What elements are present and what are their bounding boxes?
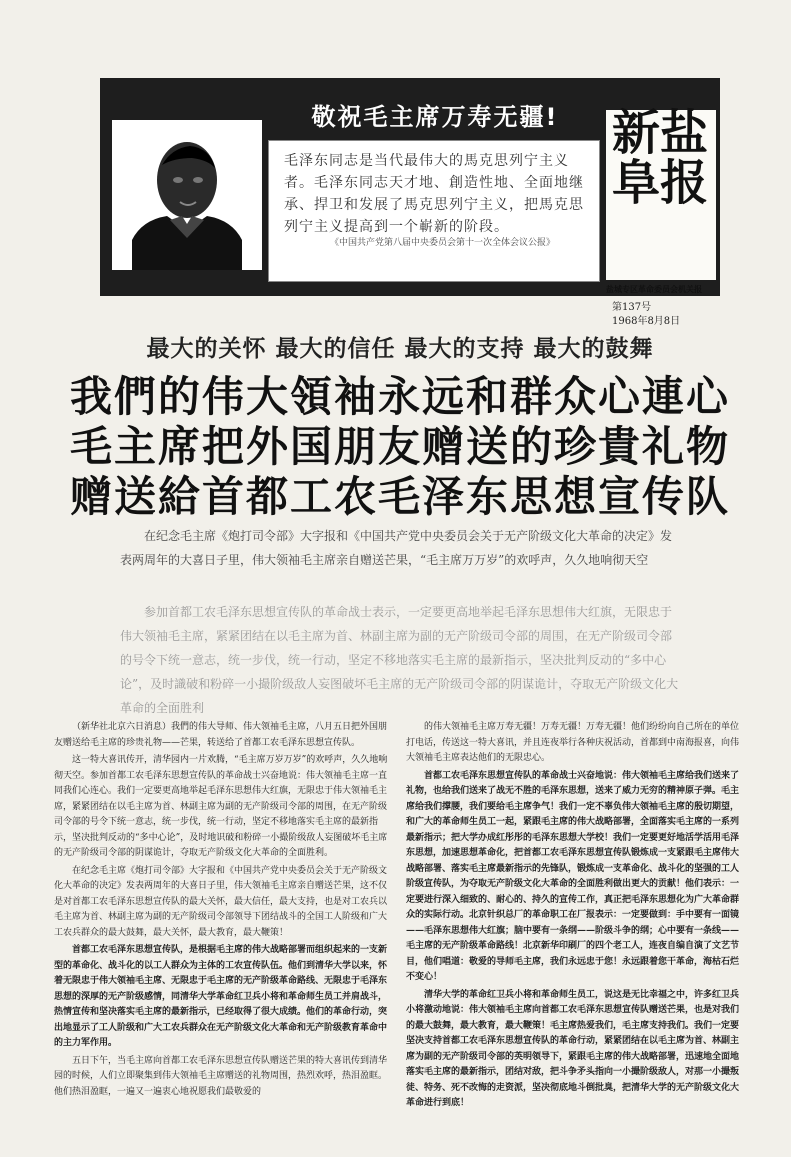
paper-title: 新盐阜报 xyxy=(612,105,709,211)
subheadline: 最大的关怀 最大的信任 最大的支持 最大的鼓舞 xyxy=(146,335,654,362)
portrait-image xyxy=(112,120,262,270)
headline-line-2: 毛主席把外国朋友赠送的珍貴礼物 xyxy=(69,422,730,471)
intro-paragraph-1: 在纪念毛主席《炮打司令部》大字报和《中国共产党中央委员会关于无产阶级文化大革命的决定》发表两周年的大喜日子里，伟大领袖毛主席亲自赠送芒果，“毛主席万万岁”的欢呼声，久久地响彻天空 xyxy=(120,529,673,567)
article-paragraph: 五日下午，当毛主席向首都工农毛泽东思想宣传队赠送芒果的特大喜讯传到清华园的时候，人们立即聚集到伟大领袖毛主席赠送的礼物周围，热烈欢呼，热泪盈眶。他们热泪盈眶，一遍又一遍衷心地祝愿我们最敬爱的 xyxy=(54,1055,388,1097)
quote-source: 《中国共产党第八届中央委员会第十一次全体会议公报》 xyxy=(330,238,556,248)
article-paragraph: 的伟大领袖毛主席万寿无疆！万寿无疆！万寿无疆！他们纷纷向自己所在的单位打电话，传送这一特大喜讯，并且连夜举行各种庆祝活动，首都到中南海报喜，向伟大领袖毛主席表达他们的无限忠心。 xyxy=(406,722,740,763)
publisher: 盐城专区革命委员会机关报 xyxy=(606,285,702,294)
issue-number: 第137号 xyxy=(612,302,652,313)
article-paragraph: 清华大学的革命红卫兵小将和革命师生员工，说这是无比幸福之中，许多红卫兵小将激动地说：伟大领袖毛主席向首都工农毛泽东思想宣传队赠送芒果，也是对我们的最大鼓舞，最大教育，最大鞭策！毛主席热爱我们，毛主席支持我们。我们一定要坚决支持首都工农毛泽东思想宣传队的革命行动，紧紧团结在以毛主席为首、林副主席为副的无产阶级司令部的英明领导下，紧跟毛主席的伟大战略部署，迅速地全面地落实毛主席的最新指示，团结对敌，把斗争矛头指向一小撮阶级敌人，对那一小撮叛徒、特务、死不改悔的走资派，坚决彻底地斗倒批臭，把清华大学的无产阶级文化大革命进行到底！ xyxy=(406,989,740,1108)
masthead-banner: 敬祝毛主席万寿无疆! xyxy=(311,103,559,131)
quote-text: 毛泽东同志是当代最伟大的馬克思列宁主义者。毛泽东同志天才地、創造性地、全面地继承、捍卫和发展了馬克思列宁主义，把馬克思列宁主义提高到一个嶄新的阶段。 xyxy=(284,153,584,235)
article-paragraph: 这一特大喜讯传开，清华园内一片欢腾，“毛主席万岁万岁”的欢呼声，久久地响彻天空。参加首都工农毛泽东思想宣传队的革命战士兴奋地说：伟大领袖毛主席一直同我们心连心。我们一定要更高地举起毛泽东思想伟大红旗，无限忠于伟大领袖毛主席，紧紧团结在以毛主席为首、林副主席为副的无产阶级司令部的周围，在无产阶级司令部的号令下统一意志，统一步伐，统一行动，坚定不移地落实毛主席的最新指示，坚决批判反动的“多中心论”，及时地识破和粉碎一小撮阶级敌人妄图破坏毛主席的无产阶级司令部的阴谋诡计，夺取无产阶级文化大革命的全面胜利。 xyxy=(54,755,388,858)
article-column-left xyxy=(54,720,394,1102)
intro-paragraph-2: 参加首都工农毛泽东思想宣传队的革命战士表示，一定要更高地举起毛泽东思想伟大红旗，无限忠于伟大领袖毛主席，紧紧团结在以毛主席为首、林副主席为副的无产阶级司令部的周围，在无产阶级司令部的号令下统一意志，统一步伐，统一行动，坚定不移地落实毛主席的最新指示，坚决批判反动的“多中心论”，及时識破和粉碎一小撮阶级敌人妄图破坏毛主席的无产阶级司令部的阴谋诡计，夺取无产阶级文化大革命的全面胜利 xyxy=(120,605,679,715)
article-paragraph: 在纪念毛主席《炮打司令部》大字报和《中国共产党中央委员会关于无产阶级文化大革命的决定》发表两周年的大喜日子里，伟大领袖毛主席亲自赠送芒果，这不仅是对首都工农毛泽东思想宣传队的最大关怀，最大信任，最大支持，也是对工农兵以毛主席为首、林副主席为副的无产阶级司令部领导下团结战斗的全国工人阶级和广大工农兵群众的最大鼓舞，最大关怀，最大教育，最大鞭策！ xyxy=(54,865,388,938)
article-paragraph: 首都工农毛泽东思想宣传队，是根据毛主席的伟大战略部署而组织起来的一支新型的革命化、战斗化的以工人群众为主体的工农宣传队伍。他们到清华大学以来，怀着无限忠于伟大领袖毛主席、无限忠于毛主席的无产阶级革命路线、无限忠于毛泽东思想的深厚的无产阶级感情，同清华大学革命红卫兵小将和革命师生员工并肩战斗，热情宣传和坚决落实毛主席的最新指示，已经取得了很大成绩。他们的革命行动，突出地显示了工人阶级和广大工农兵群众在无产阶级文化大革命和无产阶级教育革命中的主力军作用。 xyxy=(54,945,388,1048)
headline-line-3: 赠送給首都工农毛泽东思想宣传队 xyxy=(69,472,730,521)
article-paragraph: 首都工农毛泽东思想宣传队的革命战士兴奋地说：伟大领袖毛主席给我们送来了礼物，也给我们送来了战无不胜的毛泽东思想，送来了威力无穷的精神原子弹。毛主席给我们撑腰，我们要给毛主席争气！我们一定不辜负伟大领袖毛主席的殷切期望，和广大的革命师生员工一起，紧跟毛主席的伟大战略部署，全面落实毛主席的一系列最新指示；把大学办成红彤彤的毛泽东思想大学校！我们一定要更好地活学活用毛泽东思想，加速思想革命化，把首都工农毛泽东思想宣传队锻炼成一支紧跟毛主席伟大战略部署、落实毛主席最新指示的先锋队，锻炼成一支革命化、战斗化的坚强的工人阶级宣传队，为夺取无产阶级文化大革命的全面胜利做出更大的贡献！他们表示：一定要进行深入细致的、耐心的、持久的宣传工作，真正把毛泽东思想化为广大革命群众的实际行动。北京针织总厂的革命职工在厂报表示：一定要做到：手中要有一面镜——毛泽东思想伟大红旗；脑中要有一条纲——阶级斗争的纲；心中要有一条线——毛主席的无产阶级革命路线！北京新华印刷厂的四个老工人，连夜自编自演了文艺节目，他们唱道：敬爱的导师毛主席，我们永远忠于您！永远跟着您干革命，海枯石烂不变心！ xyxy=(406,770,740,982)
article-column-right xyxy=(406,720,746,1114)
headline-line-1: 我們的伟大領袖永远和群众心連心 xyxy=(69,372,730,421)
article-paragraph: （新华社北京六日消息）我們的伟大导师、伟大领袖毛主席，八月五日把外国朋友赠送给毛主席的珍贵礼物——芒果，转送给了首都工农毛泽东思想宣传队。 xyxy=(54,722,388,748)
issue-date: 1968年8月8日 xyxy=(612,316,681,327)
